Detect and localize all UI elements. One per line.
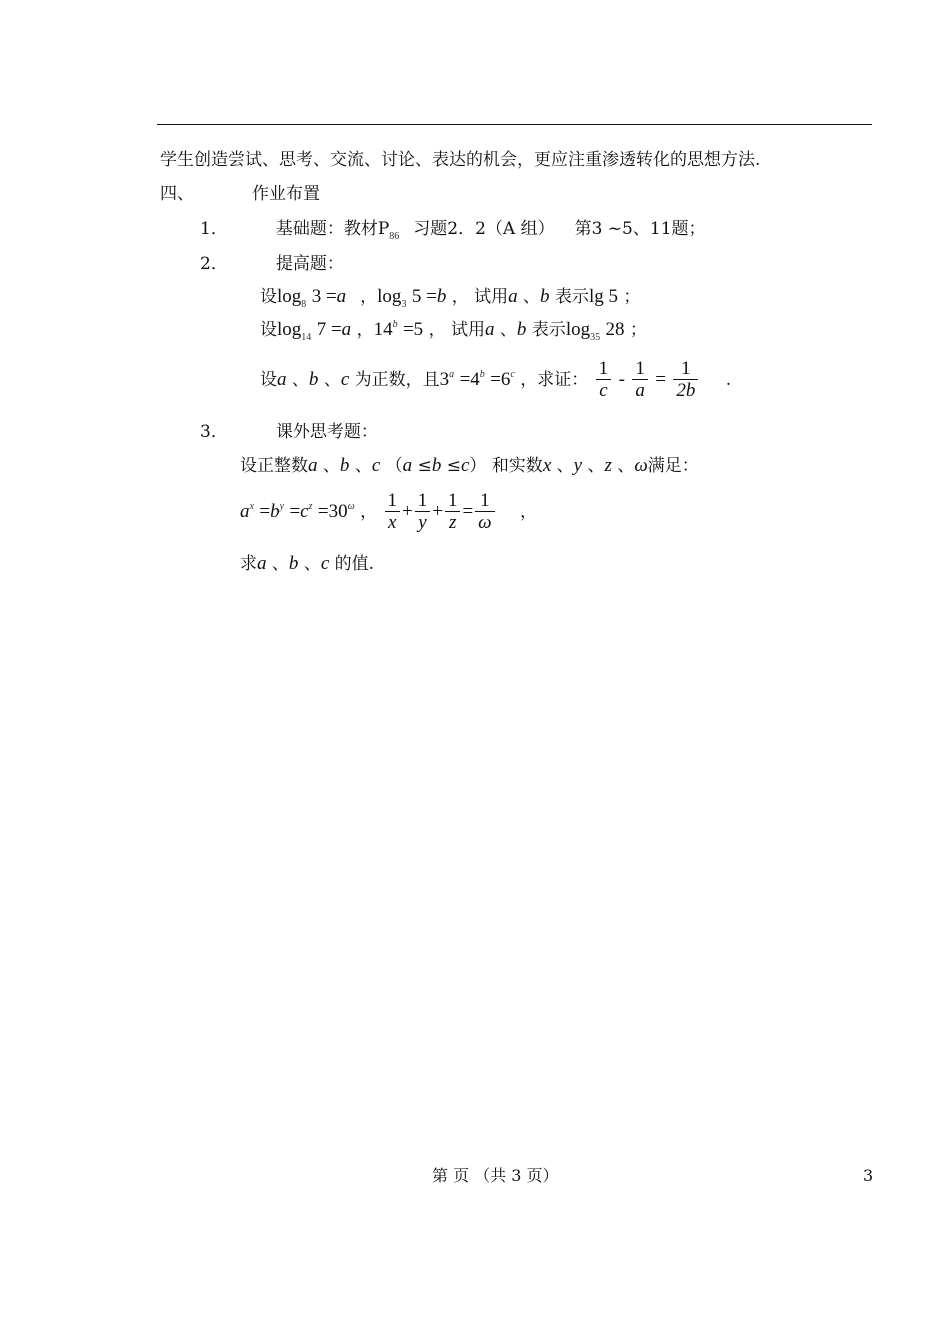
q2-plus1: + xyxy=(402,501,413,522)
section-heading xyxy=(160,184,320,204)
item3-question-3 xyxy=(240,554,374,574)
p3-b: b xyxy=(308,369,319,390)
frac-num: 1 xyxy=(475,491,494,512)
p3-she: 设 xyxy=(260,370,277,390)
frac-den: 2b xyxy=(676,380,696,401)
q2-comma1: ， xyxy=(360,502,378,522)
q1-c: c xyxy=(371,455,381,476)
frac-num: 1 xyxy=(385,491,401,512)
q1-and: 和实数 xyxy=(491,456,543,476)
header-rule xyxy=(157,124,872,125)
p2-sep: 、 xyxy=(499,320,517,340)
p2-log: log xyxy=(277,319,302,340)
item2-num: 2． xyxy=(200,254,228,274)
p1-log2: log xyxy=(377,286,402,307)
q1-b2: b xyxy=(431,455,442,476)
q2-exp-y: y xyxy=(279,501,285,512)
page-number: 3 xyxy=(863,1166,874,1185)
item2-problem-2 xyxy=(260,320,647,343)
item3-label: 课外思考题： xyxy=(275,422,378,442)
q1-she: 设正整数 xyxy=(240,456,308,476)
p3-equals: = xyxy=(655,369,666,390)
p1-base: 8 xyxy=(301,299,307,310)
p3-prove: ，求证： xyxy=(520,370,589,390)
item2-heading xyxy=(200,254,344,274)
item1-page-sub: 86 xyxy=(389,231,400,242)
item1-exercise: 习题2．2（A 组） xyxy=(413,219,555,239)
p3-frac-1-2b xyxy=(673,359,698,402)
p3-sep1: 、 xyxy=(291,370,309,390)
p3-6: =6 xyxy=(490,369,511,390)
item2-problem-3 xyxy=(260,356,731,406)
p2-she: 设 xyxy=(260,320,277,340)
p1-eq: 3 = xyxy=(311,286,337,307)
q2-eq2: = xyxy=(289,501,301,522)
q1-w: ω xyxy=(634,455,648,476)
frac-den: a xyxy=(635,380,645,401)
p1-log: log xyxy=(277,286,302,307)
section-title: 作业布置 xyxy=(252,184,320,204)
p2-eq: 7 = xyxy=(316,319,342,340)
p3-c: c xyxy=(340,369,350,390)
p2-show: 表示 xyxy=(531,320,566,340)
p2-a: a xyxy=(341,319,352,340)
q1-c2: c xyxy=(460,455,470,476)
p3-3: 3 xyxy=(439,369,450,390)
q3-c: c xyxy=(320,553,330,574)
q1-b: b xyxy=(339,455,350,476)
frac-den: ω xyxy=(478,512,492,533)
q2-exp-x: x xyxy=(249,501,254,512)
p1-eq2: 5 = xyxy=(411,286,437,307)
q3-seek: 求 xyxy=(240,554,257,574)
item2-label: 提高题： xyxy=(275,254,344,274)
q2-c: c xyxy=(300,501,309,522)
p3-period: . xyxy=(725,370,732,390)
q2-exp-z: z xyxy=(308,501,313,512)
p3-minus: - xyxy=(618,369,625,390)
q2-comma2: ， xyxy=(519,502,537,522)
footer-text: 第 页 （共 3 页） xyxy=(432,1166,559,1185)
frac-num: 1 xyxy=(596,359,612,380)
q1-sep4: 、 xyxy=(587,456,605,476)
p2-eq2: =5 xyxy=(402,319,424,340)
p2-base: 14 xyxy=(301,332,312,343)
q2-plus2: + xyxy=(432,501,443,522)
q1-sep2: 、 xyxy=(354,456,372,476)
item3-question-1 xyxy=(240,456,699,476)
q2-eq1: = xyxy=(259,501,271,522)
p2-14: 14 xyxy=(373,319,393,340)
p3-sep2: 、 xyxy=(323,370,341,390)
p1-sep: 、 xyxy=(523,287,541,307)
section-number: 四、 xyxy=(160,184,194,204)
top-line: 学生创造尝试、思考、交流、讨论、表达的机会，更应注重渗透转化的思想方法. xyxy=(160,150,761,170)
p1-b: b xyxy=(436,286,447,307)
q3-b: b xyxy=(288,553,299,574)
p3-4: =4 xyxy=(459,369,480,390)
frac-num: 1 xyxy=(445,491,461,512)
q1-x: x xyxy=(542,455,552,476)
item2-problem-1 xyxy=(260,287,640,310)
p3-exp-a: a xyxy=(449,369,455,380)
p1-try: ， 试用 xyxy=(451,287,509,307)
q1-a: a xyxy=(308,455,318,476)
q1-sep1: 、 xyxy=(322,456,340,476)
q2-frac-x xyxy=(385,491,401,534)
p1-b2: b xyxy=(540,286,550,307)
frac-den: c xyxy=(599,380,608,401)
p1-lg5: lg 5 xyxy=(588,286,618,307)
p2-base35: 35 xyxy=(590,332,601,343)
q1-a2: a xyxy=(402,455,413,476)
q3-sep2: 、 xyxy=(303,554,321,574)
item3-heading xyxy=(200,422,378,442)
p1-a: a xyxy=(336,286,347,307)
q3-sep1: 、 xyxy=(271,554,289,574)
q2-frac-w xyxy=(475,491,494,534)
frac-num: 1 xyxy=(673,359,698,380)
p2-28: 28 xyxy=(605,319,625,340)
q2-frac-z xyxy=(445,491,461,534)
p1-comma: ， xyxy=(360,287,378,307)
item1-num: 1． xyxy=(200,219,228,239)
q1-satisfy: 满足： xyxy=(647,456,699,476)
p3-frac-1-c xyxy=(596,359,612,402)
p2-end: ； xyxy=(629,320,647,340)
q1-sep3: 、 xyxy=(556,456,574,476)
q3-a: a xyxy=(257,553,267,574)
item1-label: 基础题： xyxy=(275,219,344,239)
p3-exp-b: b xyxy=(479,369,485,380)
q1-le2: ≤ xyxy=(446,456,461,476)
item3-question-2 xyxy=(240,488,537,538)
q3-value: 的值. xyxy=(334,554,375,574)
p3-a: a xyxy=(277,369,287,390)
p2-comma: ， xyxy=(356,320,374,340)
q1-paren-r: ） xyxy=(469,456,487,476)
q1-y: y xyxy=(573,455,583,476)
p2-a2: a xyxy=(485,319,495,340)
p1-a2: a xyxy=(508,286,518,307)
p1-base3: 3 xyxy=(401,299,407,310)
p3-positive: 为正数，且 xyxy=(354,370,440,390)
p2-b: b xyxy=(516,319,527,340)
p2-exp-b: b xyxy=(392,319,398,330)
p1-she: 设 xyxy=(260,287,277,307)
q1-sep5: 、 xyxy=(617,456,635,476)
q2-frac-y xyxy=(415,491,431,534)
p1-show: 表示 xyxy=(554,287,589,307)
p3-frac-1-a xyxy=(632,359,648,402)
item1 xyxy=(200,219,706,242)
p2-try: ， 试用 xyxy=(428,320,485,340)
item3-num: 3． xyxy=(200,422,228,442)
frac-den: y xyxy=(418,512,427,533)
frac-den: x xyxy=(388,512,397,533)
frac-den: z xyxy=(448,512,457,533)
q1-paren-l: （ xyxy=(385,456,403,476)
q2-exp-w: ω xyxy=(347,501,355,512)
p3-exp-c: c xyxy=(510,369,515,380)
p2-log2: log xyxy=(565,319,591,340)
item1-text: 教材P xyxy=(343,219,390,239)
q1-z: z xyxy=(604,455,612,476)
q2-30: =30 xyxy=(317,501,348,522)
frac-num: 1 xyxy=(632,359,648,380)
q2-b: b xyxy=(270,501,280,522)
item1-range: 第3 ~5、11题； xyxy=(574,219,706,239)
frac-num: 1 xyxy=(415,491,431,512)
p1-end: ； xyxy=(623,287,641,307)
q1-le1: ≤ xyxy=(417,456,432,476)
q2-equals: = xyxy=(462,501,474,522)
q2-a: a xyxy=(240,501,250,522)
